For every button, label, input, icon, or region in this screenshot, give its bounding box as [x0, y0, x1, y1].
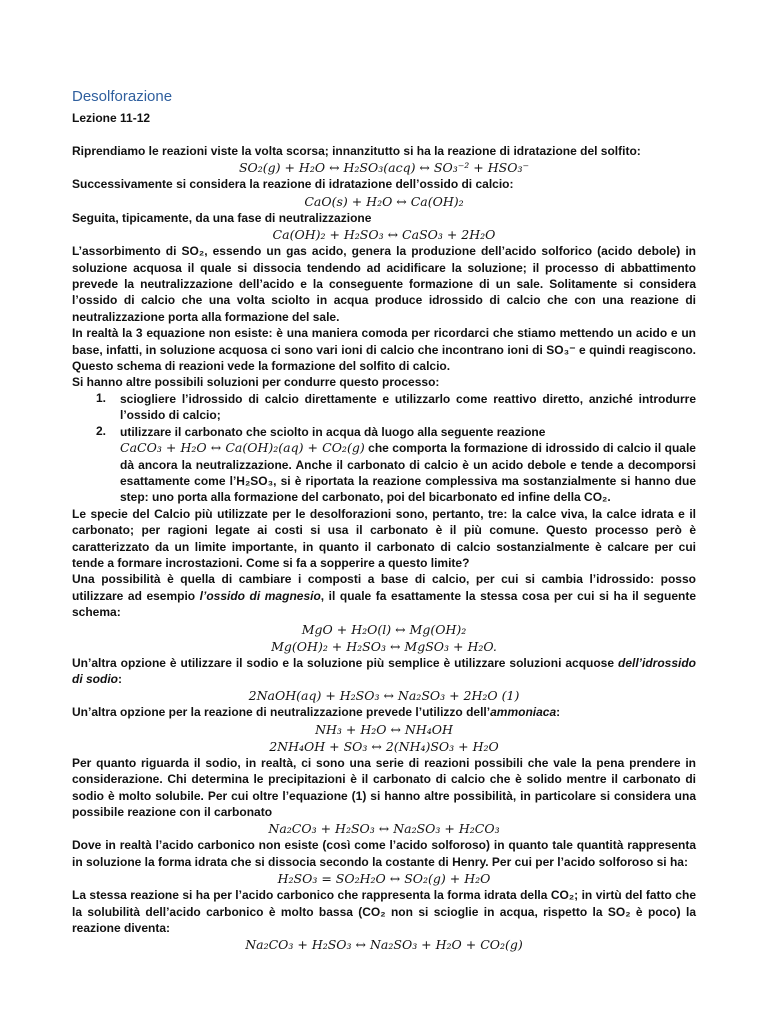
equation: H₂SO₃ = SO₂H₂O ↔ SO₂(g) + H₂O	[277, 871, 491, 887]
text-part: Un’altra opzione è utilizzare il sodio e la soluzione più semplice è utilizzare soluzioni acquose	[72, 655, 618, 670]
text-part: Un’altra opzione per la reazione di neutralizzazione prevede l’utilizzo dell’	[72, 705, 491, 720]
options-list	[72, 391, 696, 506]
equation: NH₃ + H₂O ↔ NH₄OH	[315, 721, 453, 737]
list-text: utilizzare il carbonato che sciolto in acqua dà luogo alla seguente reazione	[120, 424, 546, 439]
equation: Na₂CO₃ + H₂SO₃ ↔ Na₂SO₃ + H₂CO₃	[268, 821, 500, 837]
paragraph: Riprendiamo le reazioni viste la volta scorsa; innanzitutto si ha la reazione di idratazione del solfito:	[72, 144, 641, 158]
paragraph: L’assorbimento di SO₂, essendo un gas acido, genera la produzione dell’acido solforico (acido debole) in soluzione acquosa il quale si dissocia tendendo ad acidificare la soluzione; il processo di abbattimento prevede la neutralizzazione dell’acido e la conseguente formazione di un sale. Solitamente si considera l’ossido di calcio che una volta sciolto in acqua produce idrossido di calcio che con una reazione di neutralizzazione porta alla formazione del sale.	[72, 244, 696, 324]
paragraph: Per quanto riguarda il sodio, in realtà, ci sono una serie di reazioni possibili che vale la pena prendere in considerazione. Chi determina le precipitazioni è il carbonato di calcio che è solido mentre il carbonato di sodio è molto solubile. Per cui oltre l’equazione (1) si hanno altre possibilità, in particolare si considera una possibile reazione con il carbonato	[72, 755, 696, 819]
list-item	[72, 424, 696, 506]
list-number: 2.	[96, 423, 107, 438]
text-part: :	[556, 705, 561, 720]
equation: Mg(OH)₂ + H₂SO₃ ↔ MgSO₃ + H₂O.	[271, 638, 497, 654]
text-part: Una possibilità è quella di cambiare i composti a base di calcio, per cui si cambia l’idrossido: posso utilizzare ad esempio	[72, 572, 696, 603]
list-text-continued: che comporta la formazione di idrossido di calcio il quale dà ancora la neutralizzazione. Anche il carbonato di calcio è un acido debole e tende a decomporsi esattamente come l’H₂SO₃, si è riportata la reazione complessiva ma sostanzialmente si hanno due step: uno porta alla formazione del carbonato, poi del bicarbonato ed infine della CO₂.	[120, 441, 696, 505]
paragraph: Le specie del Calcio più utilizzate per le desolforazioni sono, pertanto, tre: la calce viva, la calce idrata e il carbonato; per ragioni legate ai costi si usa il carbonato è il più comune. Questo processo però è caratterizzato da un limite importante, in quanto il carbonato di calcio sostanzialmente è calcare per cui tende a formare incrostazioni. Come si fa a sopperire a questo limite?	[72, 506, 696, 570]
paragraph: Seguita, tipicamente, da una fase di neutralizzazione	[72, 210, 372, 225]
list-text: sciogliere l’idrossido di calcio direttamente e utilizzarlo come reattivo diretto, anziché introdurre l’ossido di calcio;	[120, 391, 696, 423]
document-page	[72, 88, 696, 953]
document-title: Desolforazione	[72, 88, 173, 105]
list-item	[72, 391, 696, 424]
lesson-label: Lezione 11-12	[72, 111, 151, 125]
paragraph: In realtà la 3 equazione non esiste: è una maniera comoda per ricordarci che stiamo mettendo un acido e un base, infatti, in soluzione acquosa ci sono vari ioni di calcio che incontrano ioni di SO₃⁻ e quindi reagiscono. Questo schema di reazioni vede la formazione del solfito di calcio.	[72, 326, 696, 374]
equation: 2NaOH(aq) + H₂SO₃ ↔ Na₂SO₃ + 2H₂O (1)	[248, 688, 520, 704]
equation: CaO(s) + H₂O ↔ Ca(OH)₂	[304, 193, 464, 209]
paragraph: Dove in realtà l’acido carbonico non esiste (così come l’acido solforoso) in quanto tale quantità rappresenta in soluzione la forma idrata che si dissocia secondo la costante di Henry. Per cui per l’acido solforoso si ha:	[72, 838, 696, 869]
paragraph	[72, 571, 696, 620]
paragraph: La stessa reazione si ha per l’acido carbonico che rappresenta la forma idrata della CO₂; in virtù del fatto che la solubilità dell’acido carbonico è molto bassa (CO₂ non si scioglie in acqua, rispetto la SO₂ è poco) la reazione diventa:	[72, 888, 696, 936]
equation: 2NH₄OH + SO₃ ↔ 2(NH₄)SO₃ + H₂O	[269, 738, 499, 754]
equation: SO₂(g) + H₂O ↔ H₂SO₃(acq) ↔ SO₃⁻² + HSO₃⁻	[238, 160, 530, 176]
paragraph: Successivamente si considera la reazione di idratazione dell’ossido di calcio:	[72, 177, 514, 192]
text-part: , il quale fa esattamente la stessa cosa per cui si ha il seguente schema:	[72, 588, 696, 620]
paragraph: Si hanno altre possibili soluzioni per condurre questo processo:	[72, 375, 440, 390]
list-number: 1.	[96, 390, 107, 405]
equation: Ca(OH)₂ + H₂SO₃ ↔ CaSO₃ + 2H₂O	[272, 227, 496, 243]
inline-equation: CaCO₃ + H₂O ↔ Ca(OH)₂(aq) + CO₂(g)	[120, 440, 365, 456]
list-text-with-equation	[120, 440, 696, 506]
italic-term: l’ossido di magnesio	[199, 588, 321, 603]
text-part: :	[118, 671, 122, 686]
equation: Na₂CO₃ + H₂SO₃ ↔ Na₂SO₃ + H₂O + CO₂(g)	[245, 937, 523, 953]
paragraph	[72, 704, 696, 720]
italic-term: ammoniaca	[490, 705, 557, 720]
equation: MgO + H₂O(l) ↔ Mg(OH)₂	[301, 621, 467, 637]
italic-term: dell’idrossido di sodio	[72, 655, 696, 686]
paragraph	[72, 655, 696, 688]
